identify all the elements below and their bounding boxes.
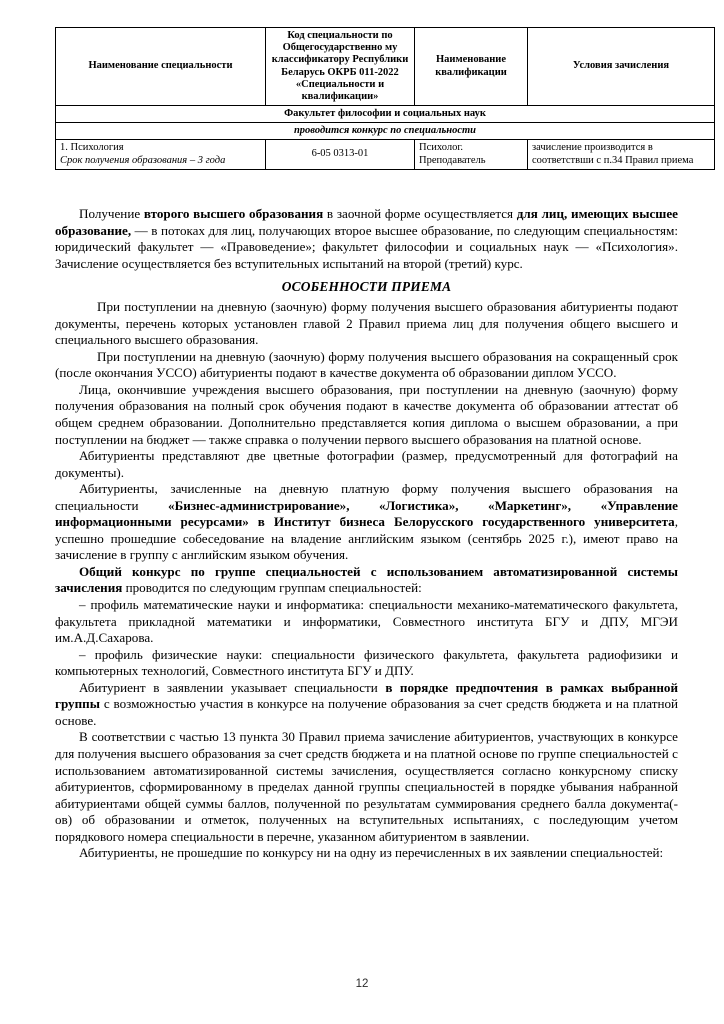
table-band-row-faculty	[56, 106, 715, 123]
table-band-row-konkurs	[56, 123, 715, 140]
specialty-term-text: Срок получения образования – 3 года	[60, 154, 226, 166]
qualification-line-2: Преподаватель	[419, 154, 486, 166]
paragraph-shortened-term: При поступлении на дневную (заочную) форму получения высшего образования на сокращенный срок (после окончания УССО) абитуриенты подают в качестве документа об образовании диплом УССО.	[55, 348, 678, 381]
text-run: проводится по следующим группам специальностей:	[122, 580, 422, 596]
paragraph-english-group	[55, 481, 678, 564]
text-run: — в потоках для лиц, получающих второе высшее образование, по следующим специальностям: юридический факультет — «Правоведение»; факультет философии и социальных наук — «Психология». Зачисление осуществляется без вступительных испытаний на второй (третий) курс.	[55, 222, 678, 271]
paragraph-part13-clause30: В соответствии с частью 13 пункта 30 Правил приема зачисление абитуриентов, участвующих в конкурсе для получения высшего образования за счет средств бюджета и на платной основе по группе специальностей с использованием автоматизированной системы зачисления, осуществляется согласно конкурсному списку абитуриентов, сформированному в пределах данной группы специальностей в порядке убывания набранной абитуриентами общей суммы баллов, полученной по результатам суммирования среднего балла документа(-ов) об образовании и отметок, полученных на вступительных испытаниях, с последующим учетом порядкового номера специальности в перечне, указанном абитуриентом в заявлении.	[55, 729, 678, 844]
text-run: Получение	[79, 206, 144, 221]
text-run: с возможностью участия в конкурсе на получение образования за счет средств бюджета и на платной основе.	[55, 696, 678, 728]
qualification-line-1: Психолог.	[419, 142, 464, 154]
text-run: Абитуриент в заявлении указывает специальности	[79, 679, 386, 695]
specialties-table	[55, 27, 715, 170]
table-body	[56, 106, 715, 170]
specialty-name-text: 1. Психология	[60, 142, 124, 154]
konkurs-band-label: проводится конкурс по специальности	[56, 123, 715, 140]
text-run: Абитуриенты, зачисленные на дневную платную форму получения высшего образования на специальности	[55, 481, 678, 513]
text-run: в заочной форме осуществляется	[323, 206, 517, 221]
text-run-bold: второго высшего образования	[143, 206, 324, 221]
section-heading-admission-features: ОСОБЕННОСТИ ПРИЕМА	[281, 279, 452, 295]
table-row	[56, 140, 715, 169]
column-header-specialty-code: Код специальности по Общегосударственно му классификатору Республики Беларусь ОКРБ 011-2022 «Специальности и квалификации»	[266, 28, 415, 106]
column-header-specialty-name: Наименование специальности	[56, 28, 266, 106]
text-run-bold: для лиц, имеющих высшее образование,	[55, 206, 678, 238]
paragraph-second-higher-education	[55, 206, 678, 272]
document-body	[55, 206, 678, 862]
table-header	[56, 28, 715, 106]
page-number: 12	[355, 978, 369, 990]
paragraph-photographs: Абитуриенты представляют две цветные фотографии (размер, предусмотренный для фотографий на документы).	[55, 448, 678, 480]
cell-specialty-name	[56, 140, 266, 169]
paragraph-profile-math: – профиль математические науки и информатика: специальности механико-математического факультета, факультета прикладной математики и информатики, Совместного института БГУ и ДПУ, МГЭИ им.А.Д.Сахарова.	[55, 597, 678, 646]
text-run-bold: Общий конкурс по группе специальностей с использованием автоматизированной системы зачисления	[55, 563, 678, 596]
paragraph-not-passed-competition: Абитуриенты, не прошедшие по конкурсу ни на одну из перечисленных в их заявлении специальностей:	[79, 845, 664, 861]
paragraph-general-competition	[55, 564, 678, 597]
faculty-band-label: Факультет философии и социальных наук	[56, 106, 715, 123]
text-run-bold: «Бизнес-администрирование», «Логистика», «Маркетинг», «Управление информационными ресурсами» в Институт бизнеса Белорусского государственного университета	[55, 497, 678, 530]
cell-specialty-code: 6-05 0313-01	[266, 140, 415, 169]
table-header-row	[56, 28, 715, 106]
paragraph-profile-physics: – профиль физические науки: специальности физического факультета, факультета радиофизики и компьютерных технологий, Совместного института БГУ и ДПУ.	[55, 646, 678, 679]
paragraph-graduates-full-term: Лица, окончившие учреждения высшего образования, при поступлении на дневную (заочную) форму получения образования на полный срок обучения подают в качестве документа об образовании аттестат об общем среднем образовании. Дополнительно представляется копия диплома о высшем образовании, а при поступлении на бюджет — также справка о получении первого высшего образования на платной основе.	[55, 381, 678, 447]
paragraph-documents-list: При поступлении на дневную (заочную) форму получения высшего образования абитуриенты подают документы, перечень которых установлен главой 2 Правил приема лиц для получения общего высшего и специального высшего образования.	[55, 299, 678, 348]
cell-qualification	[415, 140, 528, 169]
column-header-admission-conditions: Условия зачисления	[528, 28, 715, 106]
text-run-bold: в порядке предпочтения в рамках выбранной группы	[55, 679, 678, 712]
paragraph-preference-order	[55, 680, 678, 730]
column-header-qualification-name: Наименование квалификации	[415, 28, 528, 106]
cell-admission-conditions: зачисление производится в соответствши с п.34 Правил приема	[528, 140, 715, 169]
text-run: , успешно прошедшие собеседование на владение английским языком (сентябрь 2025 г.), имеют право на зачисление в группу с английским языком обучения.	[55, 514, 678, 563]
